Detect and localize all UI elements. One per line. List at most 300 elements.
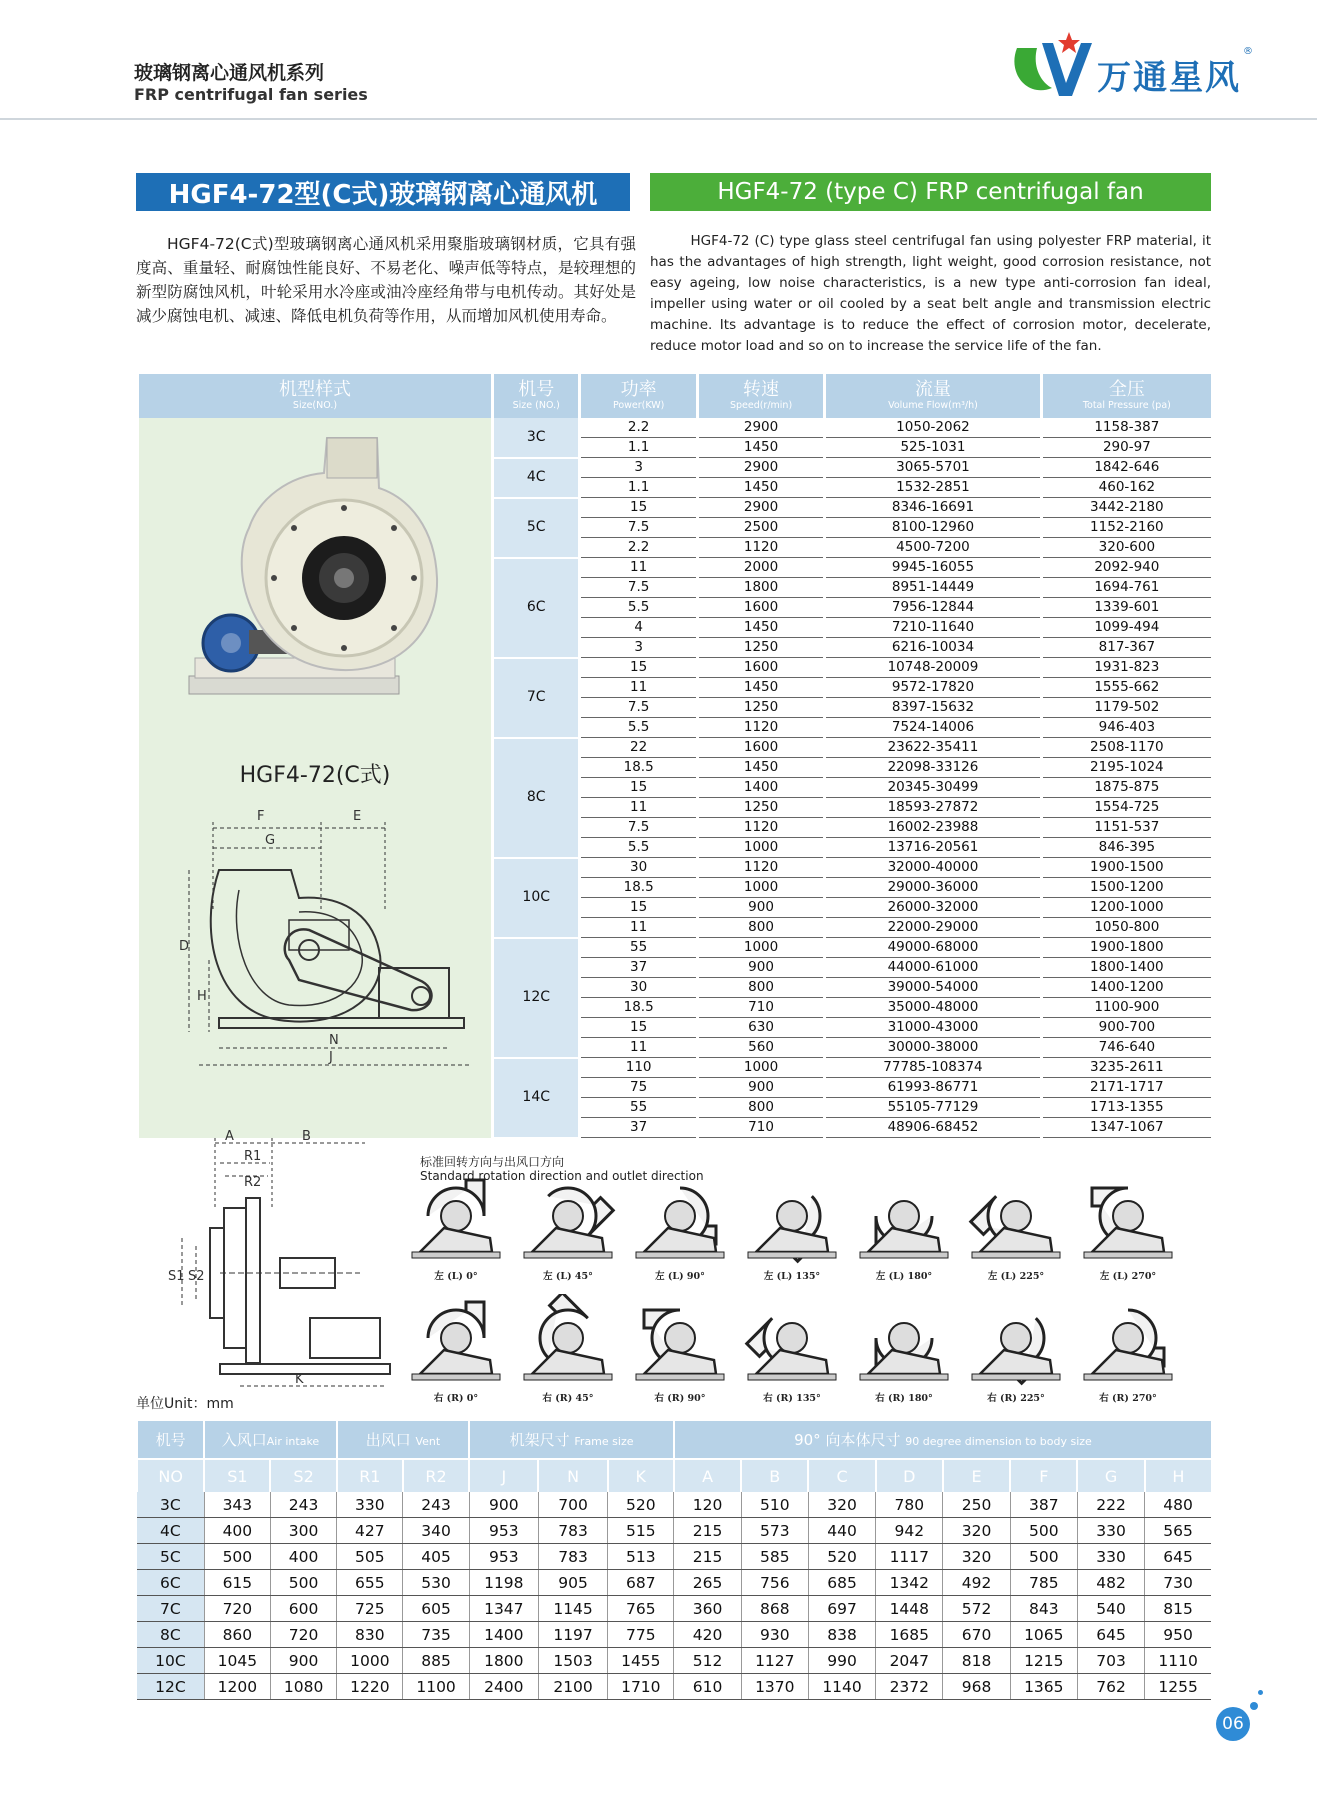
brand-logo bbox=[997, 28, 1257, 108]
dims-col-header: S2 bbox=[270, 1459, 336, 1492]
dims-value-cell: 1000 bbox=[337, 1648, 403, 1674]
dims-value-cell: 830 bbox=[337, 1622, 403, 1648]
svg-text:S1: S1 bbox=[168, 1269, 185, 1284]
size-number-cell: 14C bbox=[493, 1058, 580, 1138]
power-cell: 7.5 bbox=[580, 818, 697, 838]
rotation-diagram-left-270 bbox=[1074, 1172, 1182, 1282]
rotation-diagram-right-225 bbox=[962, 1294, 1070, 1404]
dims-value-cell: 687 bbox=[608, 1570, 674, 1596]
rotation-diagram-grid bbox=[402, 1172, 1182, 1412]
svg-text:H: H bbox=[197, 989, 207, 1004]
dims-value-cell: 505 bbox=[337, 1544, 403, 1570]
pressure-cell: 1179-502 bbox=[1041, 698, 1211, 718]
power-cell: 1.1 bbox=[580, 478, 697, 498]
speed-cell: 1600 bbox=[697, 738, 824, 758]
pressure-cell: 1900-1500 bbox=[1041, 858, 1211, 878]
table-row bbox=[138, 418, 1212, 438]
speed-cell: 2900 bbox=[697, 498, 824, 518]
power-cell: 11 bbox=[580, 918, 697, 938]
pressure-cell: 946-403 bbox=[1041, 718, 1211, 738]
dims-value-cell: 300 bbox=[270, 1518, 336, 1544]
flow-cell: 9945-16055 bbox=[825, 558, 1041, 578]
speed-cell: 1000 bbox=[697, 1058, 824, 1078]
size-number-cell: 4C bbox=[493, 458, 580, 498]
dims-no-cell: 6C bbox=[137, 1570, 204, 1596]
dims-group-vent: 出风口 Vent bbox=[337, 1421, 469, 1459]
dims-value-cell: 330 bbox=[337, 1492, 403, 1518]
dims-col-header: A bbox=[674, 1459, 741, 1492]
pressure-cell: 320-600 bbox=[1041, 538, 1211, 558]
size-number-cell: 3C bbox=[493, 418, 580, 458]
dims-value-cell: 605 bbox=[403, 1596, 469, 1622]
fan-rotation-icon bbox=[850, 1294, 958, 1386]
svg-text:N: N bbox=[329, 1033, 339, 1048]
power-cell: 15 bbox=[580, 778, 697, 798]
dims-value-cell: 243 bbox=[270, 1492, 336, 1518]
dims-value-cell: 953 bbox=[469, 1518, 538, 1544]
pressure-cell: 1500-1200 bbox=[1041, 878, 1211, 898]
registered-mark: ® bbox=[1243, 46, 1253, 57]
fan-photo-panel bbox=[139, 418, 491, 800]
dims-value-cell: 785 bbox=[1010, 1570, 1077, 1596]
table-row bbox=[137, 1622, 1211, 1648]
speed-cell: 800 bbox=[697, 1098, 824, 1118]
flow-cell: 3065-5701 bbox=[825, 458, 1041, 478]
pressure-cell: 817-367 bbox=[1041, 638, 1211, 658]
flow-cell: 22000-29000 bbox=[825, 918, 1041, 938]
dims-value-cell: 215 bbox=[674, 1544, 741, 1570]
fan-rotation-icon bbox=[626, 1172, 734, 1264]
pressure-cell: 1875-875 bbox=[1041, 778, 1211, 798]
dims-value-cell: 1100 bbox=[403, 1674, 469, 1700]
dims-value-cell: 1342 bbox=[876, 1570, 943, 1596]
flow-cell: 26000-32000 bbox=[825, 898, 1041, 918]
rotation-label: 右 (R) 90° bbox=[654, 1393, 706, 1404]
brand-name: 万通星风 bbox=[1097, 58, 1241, 98]
rotation-label: 右 (R) 270° bbox=[1099, 1393, 1157, 1404]
col-header-size: 机号 Size (NO.) bbox=[493, 374, 580, 418]
dims-value-cell: 1145 bbox=[538, 1596, 607, 1622]
flow-cell: 35000-48000 bbox=[825, 998, 1041, 1018]
dims-col-header: H bbox=[1145, 1459, 1211, 1492]
dims-value-cell: 1370 bbox=[741, 1674, 808, 1700]
dims-value-cell: 783 bbox=[538, 1544, 607, 1570]
speed-cell: 710 bbox=[697, 998, 824, 1018]
dims-value-cell: 720 bbox=[270, 1622, 336, 1648]
dims-col-header: K bbox=[608, 1459, 674, 1492]
rotation-label: 左 (L) 180° bbox=[875, 1271, 933, 1282]
pressure-cell: 846-395 bbox=[1041, 838, 1211, 858]
dims-value-cell: 1255 bbox=[1145, 1674, 1211, 1700]
flow-cell: 55105-77129 bbox=[825, 1098, 1041, 1118]
flow-cell: 6216-10034 bbox=[825, 638, 1041, 658]
dims-value-cell: 783 bbox=[538, 1518, 607, 1544]
flow-cell: 31000-43000 bbox=[825, 1018, 1041, 1038]
dims-col-header: J bbox=[469, 1459, 538, 1492]
dims-no-cell: 8C bbox=[137, 1622, 204, 1648]
dims-col-header: N bbox=[538, 1459, 607, 1492]
flow-cell: 8100-12960 bbox=[825, 518, 1041, 538]
dims-value-cell: 735 bbox=[403, 1622, 469, 1648]
dims-value-cell: 320 bbox=[808, 1492, 875, 1518]
dims-value-cell: 775 bbox=[608, 1622, 674, 1648]
pressure-cell: 460-162 bbox=[1041, 478, 1211, 498]
dims-group-body: 90° 向本体尺寸 90 degree dimension to body size bbox=[674, 1421, 1211, 1459]
dims-col-header: B bbox=[741, 1459, 808, 1492]
dims-value-cell: 540 bbox=[1077, 1596, 1144, 1622]
pressure-cell: 2195-1024 bbox=[1041, 758, 1211, 778]
dims-value-cell: 1347 bbox=[469, 1596, 538, 1622]
dims-value-cell: 953 bbox=[469, 1544, 538, 1570]
pressure-cell: 900-700 bbox=[1041, 1018, 1211, 1038]
power-cell: 110 bbox=[580, 1058, 697, 1078]
col-header-speed: 转速 Speed(r/min) bbox=[697, 374, 824, 418]
fan-rotation-icon bbox=[962, 1294, 1070, 1386]
flow-cell: 23622-35411 bbox=[825, 738, 1041, 758]
size-number-cell: 12C bbox=[493, 938, 580, 1058]
pressure-cell: 1152-2160 bbox=[1041, 518, 1211, 538]
speed-cell: 710 bbox=[697, 1118, 824, 1138]
pressure-cell: 1800-1400 bbox=[1041, 958, 1211, 978]
col-header-pressure: 全压 Total Pressure (pa) bbox=[1041, 374, 1211, 418]
size-number-cell: 5C bbox=[493, 498, 580, 558]
dims-value-cell: 1198 bbox=[469, 1570, 538, 1596]
pressure-cell: 1713-1355 bbox=[1041, 1098, 1211, 1118]
dims-value-cell: 600 bbox=[270, 1596, 336, 1622]
pressure-cell: 746-640 bbox=[1041, 1038, 1211, 1058]
fan-rotation-icon bbox=[962, 1172, 1070, 1264]
speed-cell: 900 bbox=[697, 898, 824, 918]
dims-value-cell: 1197 bbox=[538, 1622, 607, 1648]
rotation-label: 右 (R) 45° bbox=[542, 1393, 594, 1404]
size-number-cell: 6C bbox=[493, 558, 580, 658]
speed-cell: 1600 bbox=[697, 598, 824, 618]
dims-value-cell: 512 bbox=[674, 1648, 741, 1674]
flow-cell: 39000-54000 bbox=[825, 978, 1041, 998]
dims-value-cell: 243 bbox=[403, 1492, 469, 1518]
flow-cell: 13716-20561 bbox=[825, 838, 1041, 858]
rotation-diagram-right-0 bbox=[402, 1294, 510, 1404]
dims-value-cell: 610 bbox=[674, 1674, 741, 1700]
dims-col-header: R1 bbox=[337, 1459, 403, 1492]
dims-col-header: D bbox=[876, 1459, 943, 1492]
pressure-cell: 1158-387 bbox=[1041, 418, 1211, 438]
dims-value-cell: 520 bbox=[808, 1544, 875, 1570]
speed-cell: 800 bbox=[697, 918, 824, 938]
rotation-diagram-left-45 bbox=[514, 1172, 622, 1282]
flow-cell: 49000-68000 bbox=[825, 938, 1041, 958]
power-cell: 11 bbox=[580, 678, 697, 698]
pressure-cell: 1554-725 bbox=[1041, 798, 1211, 818]
dims-col-header: F bbox=[1010, 1459, 1077, 1492]
dims-value-cell: 400 bbox=[270, 1544, 336, 1570]
power-cell: 22 bbox=[580, 738, 697, 758]
power-cell: 15 bbox=[580, 498, 697, 518]
speed-cell: 1800 bbox=[697, 578, 824, 598]
rotation-diagram-right-45 bbox=[514, 1294, 622, 1404]
dims-value-cell: 1215 bbox=[1010, 1648, 1077, 1674]
decor-dot-small bbox=[1258, 1690, 1263, 1695]
dims-value-cell: 700 bbox=[538, 1492, 607, 1518]
flow-cell: 20345-30499 bbox=[825, 778, 1041, 798]
svg-text:E: E bbox=[353, 809, 362, 824]
power-cell: 18.5 bbox=[580, 878, 697, 898]
dims-value-cell: 222 bbox=[1077, 1492, 1144, 1518]
power-cell: 5.5 bbox=[580, 718, 697, 738]
flow-cell: 48906-68452 bbox=[825, 1118, 1041, 1138]
pressure-cell: 1347-1067 bbox=[1041, 1118, 1211, 1138]
size-number-cell: 7C bbox=[493, 658, 580, 738]
fan-rotation-icon bbox=[514, 1172, 622, 1264]
speed-cell: 900 bbox=[697, 1078, 824, 1098]
dims-value-cell: 530 bbox=[403, 1570, 469, 1596]
flow-cell: 22098-33126 bbox=[825, 758, 1041, 778]
power-cell: 30 bbox=[580, 858, 697, 878]
dims-value-cell: 520 bbox=[608, 1492, 674, 1518]
speed-cell: 1600 bbox=[697, 658, 824, 678]
dims-value-cell: 1448 bbox=[876, 1596, 943, 1622]
dims-value-cell: 572 bbox=[943, 1596, 1010, 1622]
dims-value-cell: 1065 bbox=[1010, 1622, 1077, 1648]
speed-cell: 1250 bbox=[697, 638, 824, 658]
speed-cell: 1450 bbox=[697, 478, 824, 498]
rotation-label: 左 (L) 135° bbox=[763, 1271, 821, 1282]
pressure-cell: 1400-1200 bbox=[1041, 978, 1211, 998]
dims-value-cell: 655 bbox=[337, 1570, 403, 1596]
speed-cell: 2900 bbox=[697, 458, 824, 478]
fan-rotation-icon bbox=[1074, 1294, 1182, 1386]
power-cell: 18.5 bbox=[580, 998, 697, 1018]
dims-value-cell: 843 bbox=[1010, 1596, 1077, 1622]
flow-cell: 32000-40000 bbox=[825, 858, 1041, 878]
front-view-drawing bbox=[160, 1128, 420, 1393]
power-cell: 2.2 bbox=[580, 538, 697, 558]
rotation-label: 左 (L) 90° bbox=[655, 1271, 705, 1282]
header-divider bbox=[0, 118, 1317, 120]
dims-value-cell: 320 bbox=[943, 1544, 1010, 1570]
rotation-diagram-left-90 bbox=[626, 1172, 734, 1282]
dims-value-cell: 645 bbox=[1145, 1544, 1211, 1570]
dims-value-cell: 513 bbox=[608, 1544, 674, 1570]
power-cell: 5.5 bbox=[580, 598, 697, 618]
power-cell: 7.5 bbox=[580, 518, 697, 538]
dims-value-cell: 500 bbox=[1010, 1544, 1077, 1570]
power-cell: 55 bbox=[580, 938, 697, 958]
dims-value-cell: 2400 bbox=[469, 1674, 538, 1700]
flow-cell: 16002-23988 bbox=[825, 818, 1041, 838]
speed-cell: 1120 bbox=[697, 718, 824, 738]
pressure-cell: 1339-601 bbox=[1041, 598, 1211, 618]
dims-value-cell: 420 bbox=[674, 1622, 741, 1648]
flow-cell: 10748-20009 bbox=[825, 658, 1041, 678]
dims-value-cell: 670 bbox=[943, 1622, 1010, 1648]
pressure-cell: 1694-761 bbox=[1041, 578, 1211, 598]
power-cell: 15 bbox=[580, 658, 697, 678]
dims-value-cell: 1110 bbox=[1145, 1648, 1211, 1674]
table-row bbox=[137, 1518, 1211, 1544]
speed-cell: 1000 bbox=[697, 838, 824, 858]
dims-value-cell: 340 bbox=[403, 1518, 469, 1544]
rotation-label: 右 (R) 225° bbox=[987, 1393, 1045, 1404]
page-number: 06 bbox=[1216, 1707, 1250, 1741]
rotation-label: 左 (L) 225° bbox=[987, 1271, 1045, 1282]
size-number-cell: 8C bbox=[493, 738, 580, 858]
dims-col-header: S1 bbox=[204, 1459, 270, 1492]
speed-cell: 1450 bbox=[697, 618, 824, 638]
flow-cell: 9572-17820 bbox=[825, 678, 1041, 698]
flow-cell: 7210-11640 bbox=[825, 618, 1041, 638]
pressure-cell: 1842-646 bbox=[1041, 458, 1211, 478]
power-cell: 15 bbox=[580, 898, 697, 918]
pressure-cell: 1151-537 bbox=[1041, 818, 1211, 838]
dims-value-cell: 320 bbox=[943, 1518, 1010, 1544]
dims-col-header: NO bbox=[137, 1459, 204, 1492]
dims-value-cell: 2047 bbox=[876, 1648, 943, 1674]
rotation-title-cn: 标准回转方向与出风口方向 bbox=[420, 1155, 565, 1169]
dims-group-intake: 入风口Air intake bbox=[204, 1421, 336, 1459]
svg-text:R2: R2 bbox=[244, 1175, 262, 1190]
rotation-label: 右 (R) 0° bbox=[433, 1393, 479, 1404]
flow-cell: 77785-108374 bbox=[825, 1058, 1041, 1078]
dims-value-cell: 585 bbox=[741, 1544, 808, 1570]
svg-text:B: B bbox=[302, 1129, 311, 1144]
pressure-cell: 1050-800 bbox=[1041, 918, 1211, 938]
svg-text:J: J bbox=[329, 1050, 333, 1065]
dims-value-cell: 1455 bbox=[608, 1648, 674, 1674]
dims-value-cell: 565 bbox=[1145, 1518, 1211, 1544]
dims-value-cell: 685 bbox=[808, 1570, 875, 1596]
dims-value-cell: 510 bbox=[741, 1492, 808, 1518]
dims-col-header: R2 bbox=[403, 1459, 469, 1492]
pressure-cell: 3235-2611 bbox=[1041, 1058, 1211, 1078]
side-dimension-drawing bbox=[139, 800, 491, 1100]
pressure-cell: 1931-823 bbox=[1041, 658, 1211, 678]
power-cell: 3 bbox=[580, 458, 697, 478]
dims-value-cell: 950 bbox=[1145, 1622, 1211, 1648]
power-cell: 37 bbox=[580, 958, 697, 978]
dims-value-cell: 1365 bbox=[1010, 1674, 1077, 1700]
flow-cell: 8951-14449 bbox=[825, 578, 1041, 598]
dims-value-cell: 1127 bbox=[741, 1648, 808, 1674]
page-title-en: HGF4-72 (type C) FRP centrifugal fan bbox=[650, 173, 1211, 211]
dims-value-cell: 427 bbox=[337, 1518, 403, 1544]
dims-value-cell: 360 bbox=[674, 1596, 741, 1622]
fan-rotation-icon bbox=[850, 1172, 958, 1264]
dims-value-cell: 900 bbox=[270, 1648, 336, 1674]
rotation-label: 右 (R) 180° bbox=[875, 1393, 933, 1404]
dims-value-cell: 942 bbox=[876, 1518, 943, 1544]
dims-value-cell: 1117 bbox=[876, 1544, 943, 1570]
col-header-style: 机型样式 Size(NO.) bbox=[138, 374, 493, 418]
speed-cell: 900 bbox=[697, 958, 824, 978]
dims-value-cell: 387 bbox=[1010, 1492, 1077, 1518]
dims-value-cell: 405 bbox=[403, 1544, 469, 1570]
table-row bbox=[137, 1674, 1211, 1700]
fan-rotation-icon bbox=[402, 1172, 510, 1264]
dims-value-cell: 1800 bbox=[469, 1648, 538, 1674]
svg-text:K: K bbox=[295, 1372, 304, 1387]
dims-value-cell: 730 bbox=[1145, 1570, 1211, 1596]
speed-cell: 1400 bbox=[697, 778, 824, 798]
dims-value-cell: 905 bbox=[538, 1570, 607, 1596]
table-row bbox=[137, 1570, 1211, 1596]
dims-value-cell: 250 bbox=[943, 1492, 1010, 1518]
flow-cell: 8397-15632 bbox=[825, 698, 1041, 718]
svg-text:G: G bbox=[265, 833, 276, 848]
dims-value-cell: 515 bbox=[608, 1518, 674, 1544]
side-view-drawing bbox=[139, 800, 491, 1100]
dims-value-cell: 1080 bbox=[270, 1674, 336, 1700]
dims-value-cell: 1400 bbox=[469, 1622, 538, 1648]
svg-text:R1: R1 bbox=[244, 1149, 262, 1164]
power-cell: 4 bbox=[580, 618, 697, 638]
speed-cell: 1450 bbox=[697, 678, 824, 698]
svg-text:D: D bbox=[179, 939, 190, 954]
dims-value-cell: 1140 bbox=[808, 1674, 875, 1700]
power-cell: 37 bbox=[580, 1118, 697, 1138]
dims-value-cell: 838 bbox=[808, 1622, 875, 1648]
dims-value-cell: 815 bbox=[1145, 1596, 1211, 1622]
svg-text:F: F bbox=[257, 809, 265, 824]
power-cell: 75 bbox=[580, 1078, 697, 1098]
power-cell: 7.5 bbox=[580, 578, 697, 598]
dims-value-cell: 400 bbox=[204, 1518, 270, 1544]
pressure-cell: 1900-1800 bbox=[1041, 938, 1211, 958]
dims-value-cell: 343 bbox=[204, 1492, 270, 1518]
dims-value-cell: 703 bbox=[1077, 1648, 1144, 1674]
flow-cell: 7524-14006 bbox=[825, 718, 1041, 738]
fan-rotation-icon bbox=[1074, 1172, 1182, 1264]
fan-rotation-icon bbox=[738, 1172, 846, 1264]
dims-value-cell: 500 bbox=[270, 1570, 336, 1596]
table-row bbox=[137, 1492, 1211, 1518]
dims-value-cell: 500 bbox=[204, 1544, 270, 1570]
dims-value-cell: 440 bbox=[808, 1518, 875, 1544]
page-title-cn: HGF4-72型(C式)玻璃钢离心通风机 bbox=[136, 173, 630, 211]
dims-value-cell: 265 bbox=[674, 1570, 741, 1596]
power-cell: 18.5 bbox=[580, 758, 697, 778]
speed-cell: 1120 bbox=[697, 818, 824, 838]
series-title-en: FRP centrifugal fan series bbox=[134, 85, 368, 104]
speed-cell: 1120 bbox=[697, 858, 824, 878]
flow-cell: 7956-12844 bbox=[825, 598, 1041, 618]
dims-value-cell: 697 bbox=[808, 1596, 875, 1622]
series-title-cn: 玻璃钢离心通风机系列 bbox=[134, 62, 325, 84]
rotation-diagram-right-180 bbox=[850, 1294, 958, 1404]
fan-rotation-icon bbox=[738, 1294, 846, 1386]
dims-value-cell: 762 bbox=[1077, 1674, 1144, 1700]
col-header-flow: 流量 Volume Flow(m³/h) bbox=[825, 374, 1041, 418]
rotation-diagram-right-270 bbox=[1074, 1294, 1182, 1404]
dims-value-cell: 573 bbox=[741, 1518, 808, 1544]
power-cell: 1.1 bbox=[580, 438, 697, 458]
dims-value-cell: 645 bbox=[1077, 1622, 1144, 1648]
power-cell: 55 bbox=[580, 1098, 697, 1118]
dims-value-cell: 780 bbox=[876, 1492, 943, 1518]
rotation-label: 左 (L) 270° bbox=[1099, 1271, 1157, 1282]
dims-group-frame: 机架尺寸 Frame size bbox=[469, 1421, 674, 1459]
dims-value-cell: 500 bbox=[1010, 1518, 1077, 1544]
power-cell: 11 bbox=[580, 1038, 697, 1058]
dims-value-cell: 615 bbox=[204, 1570, 270, 1596]
fan-rotation-icon bbox=[514, 1294, 622, 1386]
rotation-diagram-right-90 bbox=[626, 1294, 734, 1404]
table-row bbox=[137, 1596, 1211, 1622]
pressure-cell: 2508-1170 bbox=[1041, 738, 1211, 758]
speed-cell: 1250 bbox=[697, 698, 824, 718]
fan-rotation-icon bbox=[402, 1294, 510, 1386]
intro-en: HGF4-72 (C) type glass steel centrifugal fan using polyester FRP material, it has the advantages of high strength, light weight, good corrosion resistance, not easy ageing, low noise characteristics, is a new type anti-corrosion fan ideal, impeller using water or oil cooled by a seat belt angle and transmission electric machine. Its advantage is to reduce the effect of corrosion motor, decelerate, reduce motor load and so on to increase the service life of the fan. bbox=[650, 233, 1211, 354]
